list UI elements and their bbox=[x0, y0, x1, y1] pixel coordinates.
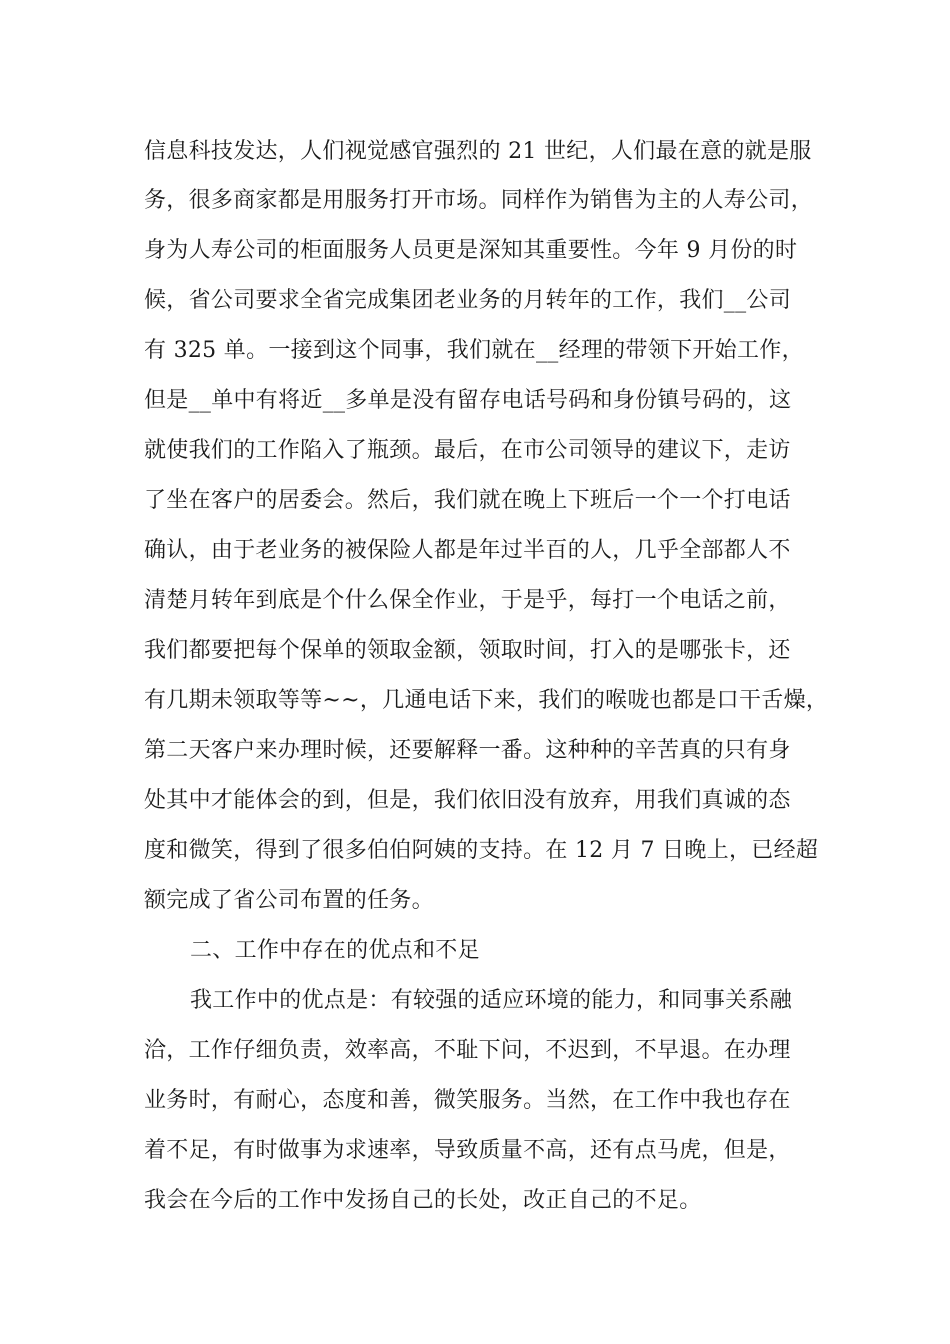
section-heading: 二、工作中存在的优点和不足 bbox=[190, 938, 480, 963]
paragraph-line: 了坐在客户的居委会。然后，我们就在晚上下班后一个一个打电话 bbox=[144, 488, 791, 513]
paragraph-line: 着不足，有时做事为求速率，导致质量不高，还有点马虎，但是， bbox=[144, 1138, 791, 1163]
paragraph-line: 度和微笑，得到了很多伯伯阿姨的支持。在 12 月 7 日晚上，已经超 bbox=[144, 838, 819, 863]
paragraph-line: 业务时，有耐心，态度和善，微笑服务。当然，在工作中我也存在 bbox=[144, 1088, 791, 1113]
paragraph-line: 第二天客户来办理时候，还要解释一番。这种种的辛苦真的只有身 bbox=[144, 738, 791, 763]
paragraph-line: 候，省公司要求全省完成集团老业务的月转年的工作，我们__公司 bbox=[144, 288, 792, 313]
paragraph-line: 身为人寿公司的柜面服务人员更是深知其重要性。今年 9 月份的时 bbox=[144, 238, 798, 263]
paragraph-line: 确认，由于老业务的被保险人都是年过半百的人，几乎全部都人不 bbox=[144, 538, 791, 563]
paragraph-line: 我会在今后的工作中发扬自己的长处，改正自己的不足。 bbox=[144, 1188, 702, 1213]
paragraph-line: 我们都要把每个保单的领取金额，领取时间，打入的是哪张卡，还 bbox=[144, 638, 791, 663]
paragraph-line: 清楚月转年到底是个什么保全作业，于是乎，每打一个电话之前， bbox=[144, 588, 791, 613]
paragraph-line: 我工作中的优点是：有较强的适应环境的能力，和同事关系融 bbox=[190, 988, 793, 1013]
paragraph-line: 信息科技发达，人们视觉感官强烈的 21 世纪，人们最在意的就是服 bbox=[144, 139, 812, 164]
paragraph-line: 有几期未领取等等~~，几通电话下来，我们的喉咙也都是口干舌燥， bbox=[144, 688, 829, 713]
paragraph-line: 就使我们的工作陷入了瓶颈。最后，在市公司领导的建议下，走访 bbox=[144, 438, 791, 463]
paragraph-line: 务，很多商家都是用服务打开市场。同样作为销售为主的人寿公司， bbox=[144, 188, 814, 213]
paragraph-line: 处其中才能体会的到，但是，我们依旧没有放弃，用我们真诚的态 bbox=[144, 788, 791, 813]
paragraph-line: 但是__单中有将近__多单是没有留存电话号码和身份镇号码的，这 bbox=[144, 388, 792, 413]
paragraph-line: 额完成了省公司布置的任务。 bbox=[144, 888, 434, 913]
paragraph-line: 有 325 单。一接到这个同事，我们就在__经理的带领下开始工作， bbox=[144, 338, 804, 363]
paragraph-line: 洽，工作仔细负责，效率高，不耻下问，不迟到，不早退。在办理 bbox=[144, 1038, 791, 1063]
